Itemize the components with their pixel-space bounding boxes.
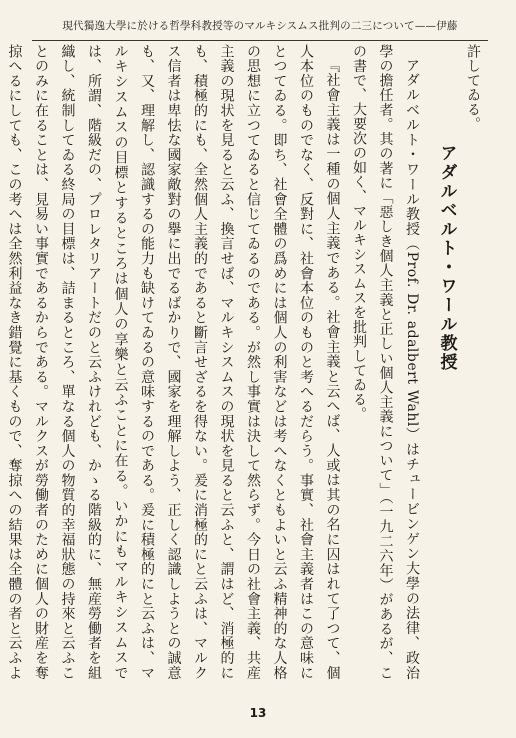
header-rule (32, 40, 488, 41)
section-heading: アダルベルト・ワール教授 (436, 144, 457, 372)
paragraph-continuation: 許してゐる。 (465, 44, 481, 131)
body-text (6, 44, 486, 681)
paragraph-introduction: アダルベルト・ワール教授（Prof. Dr. adalbert Wahl）はチュービンゲン大學の法律、政治學の擔任者。其の著に「惡しき個人主義と正しい個人主義について」（一九二六年）があるが、この書で、大要次の如く、マルキシスムスを批判してゐる。 (351, 44, 420, 680)
page-number: 13 (249, 706, 267, 720)
paragraph-quotation: 『社會主義は一種の個人主義である。社會主義と云へば、人或は其の名に囚はれて了つて、個人本位のものでなく、反對に、社會本位のものと考へるだらう。事實、社會主義者はこの意味にとつてゐる。即ち、社會全體の爲めには個人の利害などは考へなくともよいと云ふ精神的な人格の思想に立つてゐると信じてゐるのである。が然し事實は決して然らず。今日の社會主義、共産主義の現状を見ると云ふ、換言せば、マルキシスムスの現状を見ると云ふと、謂はど、消極的にも、積極的にも、全然個人主義的であると斷言せざるを得ない。爰に消極的にと云ふは、マルクス信者は卑怯な國家敵對の擧に出でるばかりで、國家を理解しよう、正しく認識しようとの誠意も、又、理解し、認識するの能力も缺けてゐるの意味するのである。爰に積極的にと云ふは、マルキシスムスの目標とするところは個人の享樂と云ふことに在る。いかにもマルキシスムスでは、所謂、階級だの、プロレタリアートだのと云ふけれども、かゝる階級的に、無産勞働者を組織し、統制してゐる終局の目標は、詰まるところ、單なる個人の物質的幸福狀態の持來と云ふことのみに在ることは、見易い事實であるからである。マルクスが勞働者のために個人の財産を奪掠へるにしても、この考へは全然利益なき錯覺に基くもので、奪掠への結果は全體の者と云ふよ (6, 44, 341, 681)
running-head: 現代獨逸大學に於ける哲學科教授等のマルキシスムス批判の二三について——伊藤 (62, 20, 458, 32)
